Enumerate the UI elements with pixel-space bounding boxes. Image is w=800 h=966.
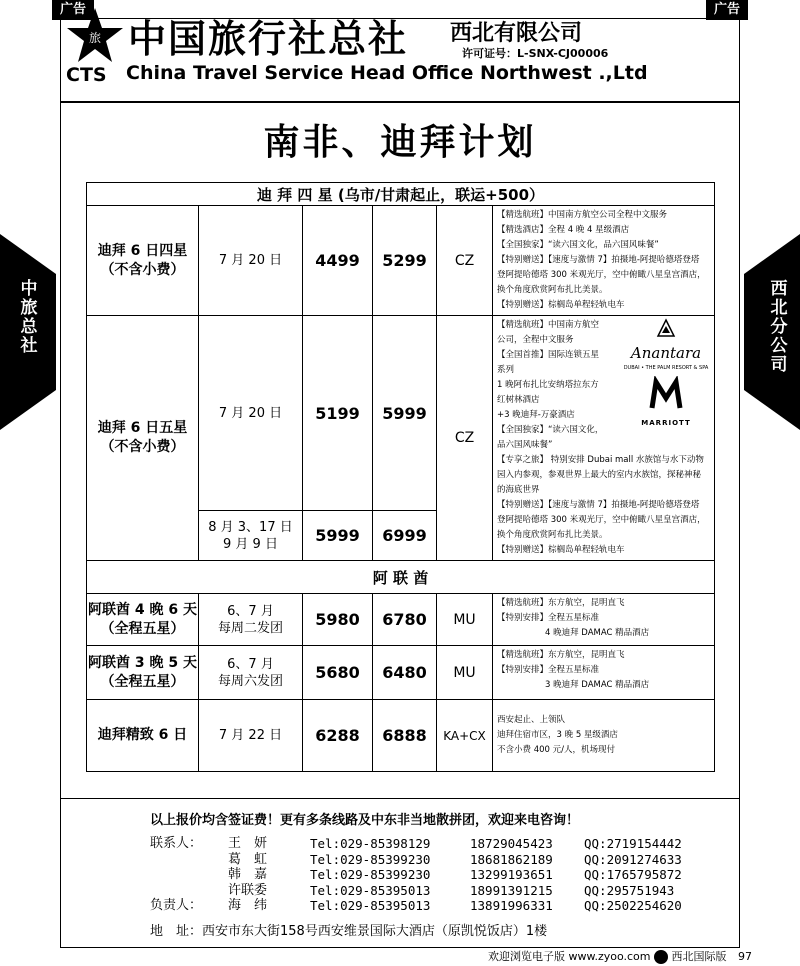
table-row bbox=[87, 206, 715, 316]
ad-tag-left: 广告 bbox=[52, 0, 94, 20]
hotel-logos bbox=[620, 318, 712, 431]
header-divider bbox=[60, 101, 740, 103]
departure-date: 6、7 月 每周六发团 bbox=[199, 646, 303, 700]
marriott-logo-icon bbox=[620, 376, 712, 410]
itinerary-details: 【精选航班】中国南方航空 公司，全程中文服务 【全国首推】国际连锁五星 系列 1 晚阿布扎比安纳塔拉东方 红树林酒店 +3 晚迪拜-万豪酒店 【全国独家】“读六国文化， 品六国风味餐” Anantara DUBAI • THE PALM RESORT & SPA MARRIOTT 【专享之旅】 特别安排 Dubai mall 水族馆与水下动物 园入内参观，参观世界上最大的室内水族馆，探秘神秘 的海底世界 【特别赠送】【速度与激情 7】拍摄地-阿提哈德塔登塔 登阿提哈德塔 300 米观光厅，空中俯瞰八星皇宫酒店， 换个角度欣赏阿布扎比美景。 【特别赠送】棕榈岛单程轻轨电车 bbox=[493, 316, 715, 561]
svg-text:旅: 旅 bbox=[88, 31, 102, 45]
price-1: 6288 bbox=[303, 700, 373, 772]
page-number: 97 bbox=[738, 950, 752, 963]
departure-date: 7 月 22 日 bbox=[199, 700, 303, 772]
side-label-right bbox=[744, 234, 800, 430]
side-label-left bbox=[0, 234, 56, 430]
cts-logo-text: CTS bbox=[66, 64, 107, 86]
section-header-uae bbox=[87, 561, 715, 594]
company-branch: 西北有限公司 bbox=[450, 21, 583, 46]
route-name: 迪拜 6 日五星 （不含小费） bbox=[87, 316, 199, 561]
company-name-cn: 中国旅行社总社 bbox=[128, 16, 409, 61]
route-name: 阿联酋 3 晚 5 天 （全程五星） bbox=[87, 646, 199, 700]
edition-name: 西北国际版 bbox=[671, 950, 727, 963]
bottom-bar bbox=[488, 948, 752, 964]
footer-divider bbox=[60, 798, 740, 799]
departure-date: 6、7 月 每周二发团 bbox=[199, 594, 303, 646]
itinerary-details: 【精选航班】中国南方航空公司全程中文服务 【精选酒店】全程 4 晚 4 星级酒店 【全国独家】“读六国文化，品六国风味餐” 【特别赠送】【速度与激情 7】拍摄地-阿提哈德塔登塔 登阿提哈德塔 300 米观光厅，空中俯瞰八星皇宫酒店， 换个角度欣赏阿布扎比美景。 【特别赠送】棕榈岛单程轻轨电车 bbox=[493, 206, 715, 316]
price-2: 6780 bbox=[373, 594, 437, 646]
anantara-logo-icon bbox=[620, 318, 712, 340]
section-heading: 迪 拜 四 星 (乌市/甘肃起止，联运+500） bbox=[87, 183, 715, 206]
price-2: 6480 bbox=[373, 646, 437, 700]
price-1: 5980 bbox=[303, 594, 373, 646]
price-1: 4499 bbox=[303, 206, 373, 316]
ad-tag-right: 广告 bbox=[706, 0, 748, 20]
website-text: 欢迎浏览电子版 www.zyoo.com bbox=[487, 950, 651, 963]
table-row bbox=[87, 700, 715, 772]
airline-code: MU bbox=[437, 646, 493, 700]
section-header-dubai-4star bbox=[87, 183, 715, 206]
anantara-subtitle: DUBAI • THE PALM RESORT & SPA bbox=[623, 365, 709, 371]
price-1: 5999 bbox=[303, 511, 373, 561]
itinerary-details: 【精选航班】东方航空，昆明直飞 【特别安排】全程五星标准 3 晚迪拜 DAMAC 精品酒店 bbox=[493, 646, 715, 700]
license-number: 许可证号：L-SNX-CJ00006 bbox=[462, 47, 609, 60]
side-label-left-col1: 中旅总社 bbox=[20, 279, 38, 356]
section-heading: 阿 联 酋 bbox=[87, 561, 715, 594]
table-row bbox=[87, 646, 715, 700]
footer-notice: 以上报价均含签证费！更有多条线路及中东非当地散拼团，欢迎来电咨询！ bbox=[150, 813, 580, 828]
route-name: 迪拜 6 日四星 （不含小费） bbox=[87, 206, 199, 316]
price-1: 5680 bbox=[303, 646, 373, 700]
price-2: 5999 bbox=[373, 316, 437, 511]
table-row bbox=[87, 594, 715, 646]
itinerary-details: 【精选航班】东方航空，昆明直飞 【特别安排】全程五星标准 4 晚迪拜 DAMAC 精品酒店 bbox=[493, 594, 715, 646]
itinerary-table bbox=[86, 182, 715, 772]
company-name-en: China Travel Service Head Office Northwest .,Ltd bbox=[126, 62, 648, 84]
side-label-right-col1: 中旅总社 bbox=[752, 279, 770, 356]
anantara-name: Anantara bbox=[630, 344, 702, 362]
cts-star-logo-icon bbox=[66, 6, 124, 64]
side-label-right-col2: 西北分公司 bbox=[770, 279, 788, 375]
departure-date: 7 月 20 日 bbox=[199, 206, 303, 316]
departure-date: 7 月 20 日 bbox=[199, 316, 303, 511]
price-2: 6888 bbox=[373, 700, 437, 772]
departure-date: 8 月 3、17 日 9 月 9 日 bbox=[199, 511, 303, 561]
page-title: 南非、迪拜计划 bbox=[263, 121, 537, 163]
marriott-name: MARRIOTT bbox=[641, 419, 691, 427]
price-2: 5299 bbox=[373, 206, 437, 316]
itinerary-details: 西安起止、上领队 迪拜住宿市区，3 晚 5 星级酒店 不含小费 400 元/人，机场现付 bbox=[493, 700, 715, 772]
price-2: 6999 bbox=[373, 511, 437, 561]
table-row bbox=[87, 316, 715, 511]
airline-code: CZ bbox=[437, 206, 493, 316]
side-label-left-col2: 西北分公司 bbox=[38, 279, 56, 375]
cts-mini-logo-icon bbox=[654, 950, 668, 964]
route-name: 阿联酋 4 晚 6 天 （全程五星） bbox=[87, 594, 199, 646]
airline-code: KA+CX bbox=[437, 700, 493, 772]
address: 地 址：西安市东大街158号西安维景国际大酒店（原凯悦饭店）1楼 bbox=[150, 924, 548, 939]
route-name: 迪拜精致 6 日 bbox=[87, 700, 199, 772]
airline-code: MU bbox=[437, 594, 493, 646]
airline-code: CZ bbox=[437, 316, 493, 561]
price-1: 5199 bbox=[303, 316, 373, 511]
